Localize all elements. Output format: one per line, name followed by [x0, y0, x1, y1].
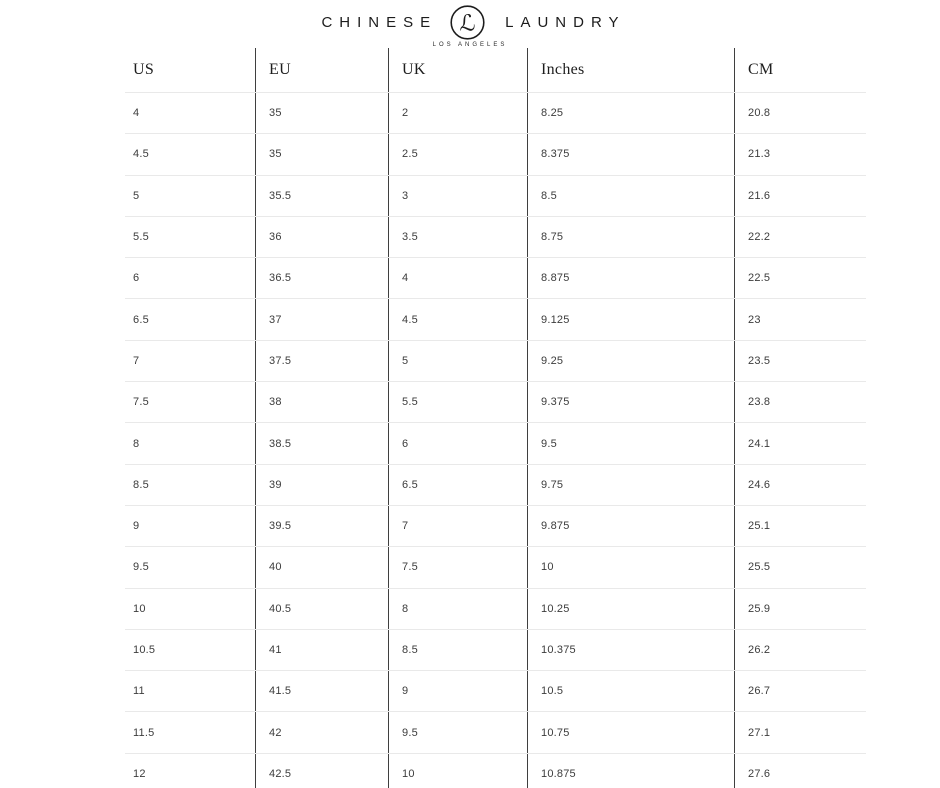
cell-cm: 21.3 — [734, 134, 866, 174]
cell-eu: 38.5 — [255, 423, 388, 463]
table-row — [125, 299, 866, 340]
cell-eu: 35 — [255, 93, 388, 133]
cell-uk: 2 — [388, 93, 527, 133]
cell-us: 11 — [133, 685, 145, 698]
cell-inches: 9.375 — [527, 382, 734, 422]
cell-us: 6 — [133, 272, 140, 285]
cell-uk: 6.5 — [388, 465, 527, 505]
cell-us: 5.5 — [133, 231, 149, 244]
cell-eu: 42.5 — [255, 754, 388, 788]
cell-cm: 22.5 — [734, 258, 866, 298]
cell-eu: 39.5 — [255, 506, 388, 546]
cell-eu: 40.5 — [255, 589, 388, 629]
column-header-us: US — [133, 61, 155, 78]
cell-inches: 8.5 — [527, 176, 734, 216]
column-header-cm: CM — [734, 48, 866, 92]
cell-cm: 24.1 — [734, 423, 866, 463]
cell-us: 9.5 — [133, 561, 149, 574]
cell-us: 4.5 — [133, 148, 149, 161]
cell-eu: 38 — [255, 382, 388, 422]
table-row — [125, 341, 866, 382]
cell-us: 6.5 — [133, 313, 149, 326]
cell-inches: 9.125 — [527, 299, 734, 339]
cell-eu: 37.5 — [255, 341, 388, 381]
table-row — [125, 93, 866, 134]
table-row — [125, 506, 866, 547]
table-row — [125, 134, 866, 175]
cell-cm: 27.6 — [734, 754, 866, 788]
cell-inches: 8.875 — [527, 258, 734, 298]
cell-us: 7 — [133, 354, 140, 367]
cell-cm: 26.2 — [734, 630, 866, 670]
brand-name-right: LAUNDRY — [505, 14, 626, 31]
column-header-inches: Inches — [527, 48, 734, 92]
cell-cm: 24.6 — [734, 465, 866, 505]
cell-uk: 6 — [388, 423, 527, 463]
svg-text:ℒ: ℒ — [459, 10, 476, 37]
cell-us: 9 — [133, 520, 140, 533]
table-row — [125, 671, 866, 712]
brand-logo — [0, 4, 940, 48]
table-row — [125, 382, 866, 423]
cell-inches: 10.75 — [527, 712, 734, 752]
cell-uk: 10 — [388, 754, 527, 788]
cell-eu: 36 — [255, 217, 388, 257]
cell-cm: 22.2 — [734, 217, 866, 257]
cell-us: 7.5 — [133, 396, 149, 409]
brand-wordmark — [314, 4, 625, 41]
cell-inches: 9.5 — [527, 423, 734, 463]
cell-eu: 41.5 — [255, 671, 388, 711]
table-row — [125, 712, 866, 753]
cell-uk: 8 — [388, 589, 527, 629]
cell-inches: 8.375 — [527, 134, 734, 174]
cell-inches: 9.25 — [527, 341, 734, 381]
cell-cm: 20.8 — [734, 93, 866, 133]
table-row — [125, 423, 866, 464]
cell-us: 10 — [133, 602, 146, 615]
cell-us: 8 — [133, 437, 140, 450]
cell-cm: 27.1 — [734, 712, 866, 752]
cell-eu: 35 — [255, 134, 388, 174]
cell-us: 5 — [133, 189, 140, 202]
cell-us: 8.5 — [133, 478, 149, 491]
table-row — [125, 547, 866, 588]
cell-cm: 23.5 — [734, 341, 866, 381]
cell-inches: 10.5 — [527, 671, 734, 711]
column-header-uk: UK — [388, 48, 527, 92]
cell-cm: 25.9 — [734, 589, 866, 629]
cell-cm: 26.7 — [734, 671, 866, 711]
brand-name-left: CHINESE — [321, 14, 438, 31]
cell-eu: 40 — [255, 547, 388, 587]
cell-uk: 3.5 — [388, 217, 527, 257]
size-conversion-table — [125, 48, 866, 788]
cell-uk: 3 — [388, 176, 527, 216]
cell-cm: 21.6 — [734, 176, 866, 216]
table-row — [125, 754, 866, 788]
table-row — [125, 217, 866, 258]
cell-uk: 9 — [388, 671, 527, 711]
cell-us: 4 — [133, 107, 140, 120]
cell-uk: 4 — [388, 258, 527, 298]
cell-inches: 9.75 — [527, 465, 734, 505]
cell-cm: 25.5 — [734, 547, 866, 587]
cell-us: 10.5 — [133, 644, 156, 656]
table-header-row — [125, 48, 866, 93]
table-row — [125, 589, 866, 630]
cell-eu: 42 — [255, 712, 388, 752]
cell-eu: 36.5 — [255, 258, 388, 298]
cell-uk: 2.5 — [388, 134, 527, 174]
cell-inches: 10 — [527, 547, 734, 587]
table-row — [125, 176, 866, 217]
table-body — [125, 93, 866, 788]
cell-inches: 8.25 — [527, 93, 734, 133]
brand-monogram-icon — [449, 4, 486, 41]
cell-eu: 37 — [255, 299, 388, 339]
cell-inches: 10.375 — [527, 630, 734, 670]
cell-uk: 5.5 — [388, 382, 527, 422]
cell-eu: 35.5 — [255, 176, 388, 216]
cell-uk: 4.5 — [388, 299, 527, 339]
table-row — [125, 465, 866, 506]
cell-cm: 23 — [734, 299, 866, 339]
table-row — [125, 258, 866, 299]
cell-eu: 41 — [255, 630, 388, 670]
cell-inches: 9.875 — [527, 506, 734, 546]
cell-us: 12 — [133, 767, 146, 780]
cell-eu: 39 — [255, 465, 388, 505]
cell-uk: 7.5 — [388, 547, 527, 587]
cell-cm: 23.8 — [734, 382, 866, 422]
cell-uk: 5 — [388, 341, 527, 381]
cell-inches: 10.875 — [527, 754, 734, 788]
cell-inches: 8.75 — [527, 217, 734, 257]
cell-uk: 7 — [388, 506, 527, 546]
cell-uk: 8.5 — [388, 630, 527, 670]
cell-us: 11.5 — [133, 726, 155, 739]
cell-cm: 25.1 — [734, 506, 866, 546]
cell-uk: 9.5 — [388, 712, 527, 752]
table-row — [125, 630, 866, 671]
column-header-eu: EU — [255, 48, 388, 92]
brand-tagline: LOS ANGELES — [432, 42, 508, 48]
cell-inches: 10.25 — [527, 589, 734, 629]
